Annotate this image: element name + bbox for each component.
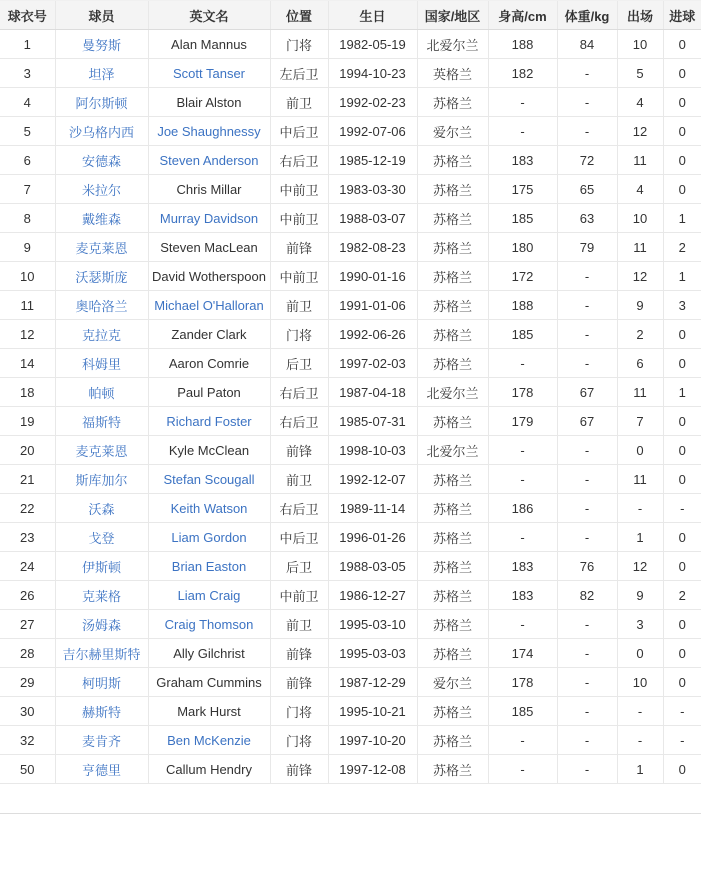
position-cell: 门将 bbox=[285, 37, 312, 53]
table-row bbox=[0, 30, 701, 59]
table-row bbox=[0, 204, 701, 233]
player-name-link[interactable]: 沃瑟斯庞 bbox=[75, 269, 128, 285]
appearances-cell: 11 bbox=[633, 471, 647, 487]
birthday-cell: 1997-02-03 bbox=[339, 355, 406, 371]
jersey-number-cell: 10 bbox=[20, 268, 35, 284]
position-cell: 中前卫 bbox=[279, 211, 319, 227]
english-name-link[interactable]: Steven Anderson bbox=[159, 152, 259, 168]
birthday-cell: 1995-03-03 bbox=[339, 645, 406, 661]
english-name-cell: Paul Paton bbox=[177, 384, 241, 400]
weight-cell: 63 bbox=[579, 210, 595, 226]
nation-cell: 苏格兰 bbox=[432, 269, 472, 285]
appearances-cell: 1 bbox=[636, 761, 644, 777]
birthday-cell: 1992-06-26 bbox=[339, 326, 406, 342]
birthday-cell: 1990-01-16 bbox=[339, 268, 406, 284]
appearances-cell: 10 bbox=[632, 674, 648, 690]
nation-cell: 苏格兰 bbox=[432, 327, 472, 343]
nation-cell: 苏格兰 bbox=[432, 762, 472, 778]
weight-cell: - bbox=[584, 442, 590, 458]
position-cell: 前卫 bbox=[285, 298, 312, 314]
jersey-number-cell: 20 bbox=[20, 442, 35, 458]
table-row bbox=[0, 610, 701, 639]
position-cell: 中前卫 bbox=[279, 269, 319, 285]
birthday-cell: 1991-01-06 bbox=[339, 297, 406, 313]
jersey-number-cell: 9 bbox=[23, 239, 31, 255]
appearances-cell: 4 bbox=[636, 181, 644, 197]
player-name-link[interactable]: 安德森 bbox=[81, 153, 121, 169]
height-cell: 185 bbox=[511, 326, 534, 342]
position-cell: 前卫 bbox=[285, 617, 312, 633]
position-cell: 右后卫 bbox=[279, 385, 319, 401]
jersey-number-cell: 6 bbox=[23, 152, 31, 168]
position-cell: 中前卫 bbox=[279, 588, 319, 604]
height-cell: - bbox=[520, 442, 525, 458]
weight-cell: 82 bbox=[579, 587, 595, 603]
english-name-link[interactable]: Brian Easton bbox=[171, 558, 247, 574]
jersey-number-cell: 7 bbox=[23, 181, 31, 197]
position-cell: 门将 bbox=[285, 733, 312, 749]
player-name-link[interactable]: 帕顿 bbox=[88, 385, 115, 401]
table-row bbox=[0, 233, 701, 262]
table-row bbox=[0, 465, 701, 494]
jersey-number-cell: 19 bbox=[20, 413, 35, 429]
height-cell: 188 bbox=[511, 297, 534, 313]
position-cell: 右后卫 bbox=[279, 414, 319, 430]
birthday-cell: 1992-02-23 bbox=[339, 94, 406, 110]
nation-cell: 苏格兰 bbox=[432, 501, 472, 517]
goals-cell: - bbox=[680, 732, 685, 748]
english-name-cell: Ally Gilchrist bbox=[173, 645, 245, 661]
nation-cell: 苏格兰 bbox=[432, 617, 472, 633]
weight-cell: - bbox=[584, 616, 590, 632]
nation-cell: 苏格兰 bbox=[432, 733, 472, 749]
height-cell: 182 bbox=[511, 65, 534, 81]
column-header-goals: 进球 bbox=[663, 1, 701, 30]
nation-cell: 苏格兰 bbox=[432, 356, 472, 372]
jersey-number-cell: 8 bbox=[23, 210, 31, 226]
position-cell: 前锋 bbox=[285, 762, 312, 778]
nation-cell: 苏格兰 bbox=[432, 153, 472, 169]
weight-cell: - bbox=[584, 529, 590, 545]
position-cell: 前卫 bbox=[285, 472, 312, 488]
player-name-link[interactable]: 麦克莱恩 bbox=[75, 240, 128, 256]
table-row bbox=[0, 523, 701, 552]
goals-cell: 0 bbox=[678, 761, 686, 777]
jersey-number-cell: 12 bbox=[20, 326, 35, 342]
appearances-cell: 6 bbox=[636, 355, 644, 371]
column-header-height: 身高/cm bbox=[488, 1, 557, 30]
player-name-link[interactable]: 克莱格 bbox=[81, 588, 121, 604]
position-cell: 中后卫 bbox=[279, 124, 319, 140]
english-name-cell: Zander Clark bbox=[171, 326, 247, 342]
appearances-cell: 9 bbox=[636, 587, 644, 603]
table-header-row bbox=[0, 1, 701, 30]
appearances-cell: 1 bbox=[636, 529, 644, 545]
english-name-cell: Alan Mannus bbox=[171, 36, 247, 52]
table-row bbox=[0, 755, 701, 784]
appearances-cell: 3 bbox=[636, 616, 644, 632]
nation-cell: 苏格兰 bbox=[432, 646, 472, 662]
player-name-link[interactable]: 沙乌格内西 bbox=[68, 124, 134, 140]
nation-cell: 苏格兰 bbox=[432, 298, 472, 314]
weight-cell: - bbox=[584, 297, 590, 313]
position-cell: 门将 bbox=[285, 327, 312, 343]
goals-cell: 0 bbox=[678, 413, 686, 429]
weight-cell: - bbox=[584, 94, 590, 110]
weight-cell: 65 bbox=[579, 181, 595, 197]
birthday-cell: 1995-03-10 bbox=[339, 616, 406, 632]
birthday-cell: 1995-10-21 bbox=[339, 703, 406, 719]
table-row bbox=[0, 697, 701, 726]
english-name-cell: Mark Hurst bbox=[177, 703, 241, 719]
birthday-cell: 1986-12-27 bbox=[339, 587, 406, 603]
height-cell: 185 bbox=[511, 210, 534, 226]
player-name-link[interactable]: 坦泽 bbox=[88, 66, 115, 82]
goals-cell: 0 bbox=[678, 442, 686, 458]
english-name-link[interactable]: Joe Shaughnessy bbox=[157, 123, 261, 139]
birthday-cell: 1994-10-23 bbox=[339, 65, 406, 81]
player-name-link[interactable]: 伊斯顿 bbox=[81, 559, 121, 575]
nation-cell: 苏格兰 bbox=[432, 559, 472, 575]
player-name-link[interactable]: 赫斯特 bbox=[81, 704, 121, 720]
height-cell: - bbox=[520, 355, 525, 371]
appearances-cell: - bbox=[637, 703, 643, 719]
english-name-cell: Kyle McClean bbox=[168, 442, 250, 458]
goals-cell: 0 bbox=[678, 645, 686, 661]
weight-cell: 79 bbox=[579, 239, 595, 255]
birthday-cell: 1987-04-18 bbox=[339, 384, 406, 400]
english-name-link[interactable]: Scott Tanser bbox=[172, 65, 246, 81]
player-name-link[interactable]: 柯明斯 bbox=[81, 675, 121, 691]
position-cell: 后卫 bbox=[285, 559, 312, 575]
nation-cell: 苏格兰 bbox=[432, 704, 472, 720]
english-name-cell: Graham Cummins bbox=[156, 674, 262, 690]
goals-cell: 0 bbox=[678, 529, 686, 545]
goals-cell: 3 bbox=[678, 297, 686, 313]
jersey-number-cell: 14 bbox=[20, 355, 35, 371]
position-cell: 前锋 bbox=[285, 675, 312, 691]
jersey-number-cell: 29 bbox=[20, 674, 35, 690]
appearances-cell: 12 bbox=[632, 123, 648, 139]
nation-cell: 爱尔兰 bbox=[432, 124, 472, 140]
weight-cell: - bbox=[584, 326, 590, 342]
player-name-link[interactable]: 科姆里 bbox=[81, 356, 121, 372]
jersey-number-cell: 24 bbox=[20, 558, 35, 574]
appearances-cell: 11 bbox=[633, 152, 647, 168]
appearances-cell: - bbox=[637, 500, 643, 516]
appearances-cell: 0 bbox=[636, 645, 644, 661]
player-name-link[interactable]: 沃森 bbox=[88, 501, 115, 517]
player-name-link[interactable]: 米拉尔 bbox=[81, 182, 121, 198]
height-cell: 174 bbox=[511, 645, 534, 661]
weight-cell: 76 bbox=[579, 558, 595, 574]
goals-cell: 0 bbox=[678, 94, 686, 110]
goals-cell: 0 bbox=[678, 152, 686, 168]
weight-cell: - bbox=[584, 268, 590, 284]
appearances-cell: 9 bbox=[636, 297, 644, 313]
weight-cell: - bbox=[584, 471, 590, 487]
jersey-number-cell: 26 bbox=[20, 587, 35, 603]
jersey-number-cell: 27 bbox=[20, 616, 35, 632]
jersey-number-cell: 4 bbox=[23, 94, 31, 110]
section-divider bbox=[0, 813, 701, 814]
position-cell: 门将 bbox=[285, 704, 312, 720]
player-name-link[interactable]: 奥哈洛兰 bbox=[75, 298, 128, 314]
weight-cell: - bbox=[584, 732, 590, 748]
weight-cell: - bbox=[584, 674, 590, 690]
table-row bbox=[0, 436, 701, 465]
player-name-link[interactable]: 克拉克 bbox=[81, 327, 121, 343]
goals-cell: 0 bbox=[678, 326, 686, 342]
position-cell: 前锋 bbox=[285, 646, 312, 662]
jersey-number-cell: 28 bbox=[20, 645, 35, 661]
position-cell: 前卫 bbox=[285, 95, 312, 111]
jersey-number-cell: 23 bbox=[20, 529, 35, 545]
player-name-link[interactable]: 麦克莱恩 bbox=[75, 443, 128, 459]
birthday-cell: 1988-03-05 bbox=[339, 558, 406, 574]
english-name-cell: Callum Hendry bbox=[166, 761, 252, 777]
height-cell: 183 bbox=[511, 587, 534, 603]
height-cell: - bbox=[520, 123, 525, 139]
height-cell: 185 bbox=[511, 703, 534, 719]
weight-cell: - bbox=[584, 65, 590, 81]
birthday-cell: 1989-11-14 bbox=[339, 500, 406, 516]
height-cell: 183 bbox=[511, 152, 534, 168]
jersey-number-cell: 18 bbox=[20, 384, 35, 400]
height-cell: 179 bbox=[511, 413, 534, 429]
appearances-cell: 11 bbox=[633, 384, 647, 400]
position-cell: 前锋 bbox=[285, 443, 312, 459]
appearances-cell: 12 bbox=[632, 268, 648, 284]
nation-cell: 苏格兰 bbox=[432, 240, 472, 256]
goals-cell: 1 bbox=[678, 384, 686, 400]
jersey-number-cell: 32 bbox=[20, 732, 35, 748]
column-header-birthday: 生日 bbox=[328, 1, 417, 30]
nation-cell: 北爱尔兰 bbox=[426, 385, 479, 401]
player-name-link[interactable]: 麦肯齐 bbox=[81, 733, 121, 749]
column-header-jersey-number: 球衣号 bbox=[0, 1, 55, 30]
weight-cell: - bbox=[584, 645, 590, 661]
birthday-cell: 1997-10-20 bbox=[339, 732, 406, 748]
height-cell: 172 bbox=[511, 268, 534, 284]
goals-cell: 0 bbox=[678, 355, 686, 371]
weight-cell: 84 bbox=[579, 36, 595, 52]
birthday-cell: 1983-03-30 bbox=[339, 181, 406, 197]
table-row bbox=[0, 146, 701, 175]
table-row bbox=[0, 494, 701, 523]
position-cell: 后卫 bbox=[285, 356, 312, 372]
height-cell: 188 bbox=[511, 36, 534, 52]
goals-cell: 2 bbox=[678, 587, 686, 603]
jersey-number-cell: 3 bbox=[23, 65, 31, 81]
birthday-cell: 1997-12-08 bbox=[339, 761, 406, 777]
height-cell: - bbox=[520, 529, 525, 545]
jersey-number-cell: 50 bbox=[20, 761, 35, 777]
column-header-appearances: 出场 bbox=[617, 1, 663, 30]
height-cell: 178 bbox=[511, 674, 534, 690]
weight-cell: - bbox=[584, 703, 590, 719]
player-name-link[interactable]: 斯库加尔 bbox=[75, 472, 128, 488]
goals-cell: - bbox=[680, 703, 685, 719]
appearances-cell: 4 bbox=[636, 94, 644, 110]
birthday-cell: 1992-12-07 bbox=[339, 471, 406, 487]
weight-cell: 67 bbox=[579, 384, 595, 400]
english-name-link[interactable]: Liam Craig bbox=[177, 587, 241, 603]
goals-cell: 1 bbox=[678, 210, 686, 226]
nation-cell: 苏格兰 bbox=[432, 211, 472, 227]
nation-cell: 苏格兰 bbox=[432, 530, 472, 546]
position-cell: 中后卫 bbox=[279, 530, 319, 546]
goals-cell: 0 bbox=[678, 674, 686, 690]
table-row bbox=[0, 88, 701, 117]
nation-cell: 苏格兰 bbox=[432, 588, 472, 604]
column-header-position: 位置 bbox=[270, 1, 328, 30]
appearances-cell: 5 bbox=[636, 65, 644, 81]
birthday-cell: 1998-10-03 bbox=[339, 442, 406, 458]
english-name-cell: Blair Alston bbox=[176, 94, 242, 110]
position-cell: 前锋 bbox=[285, 240, 312, 256]
player-name-link[interactable]: 阿尔斯顿 bbox=[75, 95, 128, 111]
height-cell: 178 bbox=[511, 384, 534, 400]
appearances-cell: 11 bbox=[633, 239, 647, 255]
goals-cell: - bbox=[680, 500, 685, 516]
position-cell: 左后卫 bbox=[279, 66, 319, 82]
table-row bbox=[0, 552, 701, 581]
nation-cell: 苏格兰 bbox=[432, 414, 472, 430]
english-name-link[interactable]: Keith Watson bbox=[170, 500, 248, 516]
player-name-link[interactable]: 曼努斯 bbox=[81, 37, 121, 53]
birthday-cell: 1996-01-26 bbox=[339, 529, 406, 545]
nation-cell: 英格兰 bbox=[432, 66, 472, 82]
birthday-cell: 1988-03-07 bbox=[339, 210, 406, 226]
weight-cell: - bbox=[584, 123, 590, 139]
table-row bbox=[0, 726, 701, 755]
english-name-link[interactable]: Ben McKenzie bbox=[167, 732, 251, 748]
jersey-number-cell: 21 bbox=[20, 471, 35, 487]
player-name-link[interactable]: 亨德里 bbox=[81, 762, 121, 778]
goals-cell: 0 bbox=[678, 558, 686, 574]
jersey-number-cell: 1 bbox=[23, 36, 31, 52]
english-name-link[interactable]: Michael O'Halloran bbox=[154, 297, 264, 313]
english-name-cell: Steven MacLean bbox=[160, 239, 258, 255]
goals-cell: 0 bbox=[678, 65, 686, 81]
table-row bbox=[0, 378, 701, 407]
jersey-number-cell: 11 bbox=[20, 297, 34, 313]
height-cell: 183 bbox=[511, 558, 534, 574]
weight-cell: - bbox=[584, 355, 590, 371]
weight-cell: - bbox=[584, 500, 590, 516]
appearances-cell: 2 bbox=[636, 326, 644, 342]
appearances-cell: 0 bbox=[636, 442, 644, 458]
appearances-cell: 10 bbox=[632, 210, 648, 226]
height-cell: 180 bbox=[511, 239, 534, 255]
table-row bbox=[0, 581, 701, 610]
english-name-cell: David Wotherspoon bbox=[152, 268, 266, 284]
height-cell: 175 bbox=[511, 181, 534, 197]
position-cell: 中前卫 bbox=[279, 182, 319, 198]
player-name-link[interactable]: 戴维森 bbox=[81, 211, 121, 227]
table-row bbox=[0, 320, 701, 349]
birthday-cell: 1992-07-06 bbox=[339, 123, 406, 139]
table-row bbox=[0, 117, 701, 146]
goals-cell: 0 bbox=[678, 181, 686, 197]
nation-cell: 爱尔兰 bbox=[432, 675, 472, 691]
birthday-cell: 1982-05-19 bbox=[339, 36, 406, 52]
player-name-link[interactable]: 戈登 bbox=[88, 530, 115, 546]
jersey-number-cell: 22 bbox=[20, 500, 35, 516]
weight-cell: 72 bbox=[579, 152, 595, 168]
height-cell: - bbox=[520, 616, 525, 632]
table-row bbox=[0, 175, 701, 204]
goals-cell: 0 bbox=[678, 36, 686, 52]
table-row bbox=[0, 639, 701, 668]
jersey-number-cell: 5 bbox=[23, 123, 31, 139]
goals-cell: 2 bbox=[678, 239, 686, 255]
player-name-link[interactable]: 吉尔赫里斯特 bbox=[62, 646, 141, 662]
height-cell: - bbox=[520, 761, 525, 777]
player-name-link[interactable]: 福斯特 bbox=[81, 414, 121, 430]
position-cell: 右后卫 bbox=[279, 501, 319, 517]
english-name-link[interactable]: Murray Davidson bbox=[159, 210, 259, 226]
english-name-link[interactable]: Liam Gordon bbox=[171, 529, 247, 545]
appearances-cell: 10 bbox=[632, 36, 648, 52]
english-name-cell: Chris Millar bbox=[176, 181, 242, 197]
height-cell: - bbox=[520, 471, 525, 487]
appearances-cell: - bbox=[637, 732, 643, 748]
column-header-player: 球员 bbox=[55, 1, 148, 30]
nation-cell: 北爱尔兰 bbox=[426, 443, 479, 459]
goals-cell: 1 bbox=[678, 268, 686, 284]
birthday-cell: 1987-12-29 bbox=[339, 674, 406, 690]
column-header-weight: 体重/kg bbox=[557, 1, 617, 30]
goals-cell: 0 bbox=[678, 471, 686, 487]
table-row bbox=[0, 668, 701, 697]
nation-cell: 苏格兰 bbox=[432, 182, 472, 198]
table-body bbox=[0, 30, 701, 784]
column-header-english-name: 英文名 bbox=[148, 1, 270, 30]
goals-cell: 0 bbox=[678, 616, 686, 632]
height-cell: - bbox=[520, 732, 525, 748]
position-cell: 右后卫 bbox=[279, 153, 319, 169]
height-cell: - bbox=[520, 94, 525, 110]
nation-cell: 苏格兰 bbox=[432, 95, 472, 111]
nation-cell: 北爱尔兰 bbox=[426, 37, 479, 53]
appearances-cell: 7 bbox=[636, 413, 644, 429]
table-row bbox=[0, 349, 701, 378]
jersey-number-cell: 30 bbox=[20, 703, 35, 719]
birthday-cell: 1985-07-31 bbox=[339, 413, 406, 429]
english-name-link[interactable]: Craig Thomson bbox=[164, 616, 254, 632]
weight-cell: 67 bbox=[579, 413, 595, 429]
player-name-link[interactable]: 汤姆森 bbox=[81, 617, 121, 633]
english-name-cell: Aaron Comrie bbox=[168, 355, 250, 371]
height-cell: 186 bbox=[511, 500, 534, 516]
appearances-cell: 12 bbox=[632, 558, 648, 574]
weight-cell: - bbox=[584, 761, 590, 777]
table-row bbox=[0, 262, 701, 291]
table-row bbox=[0, 407, 701, 436]
birthday-cell: 1982-08-23 bbox=[339, 239, 406, 255]
english-name-link[interactable]: Richard Foster bbox=[166, 413, 252, 429]
table-row bbox=[0, 59, 701, 88]
birthday-cell: 1985-12-19 bbox=[339, 152, 406, 168]
goals-cell: 0 bbox=[678, 123, 686, 139]
english-name-link[interactable]: Stefan Scougall bbox=[163, 471, 255, 487]
table-row bbox=[0, 291, 701, 320]
nation-cell: 苏格兰 bbox=[432, 472, 472, 488]
column-header-nation: 国家/地区 bbox=[417, 1, 488, 30]
